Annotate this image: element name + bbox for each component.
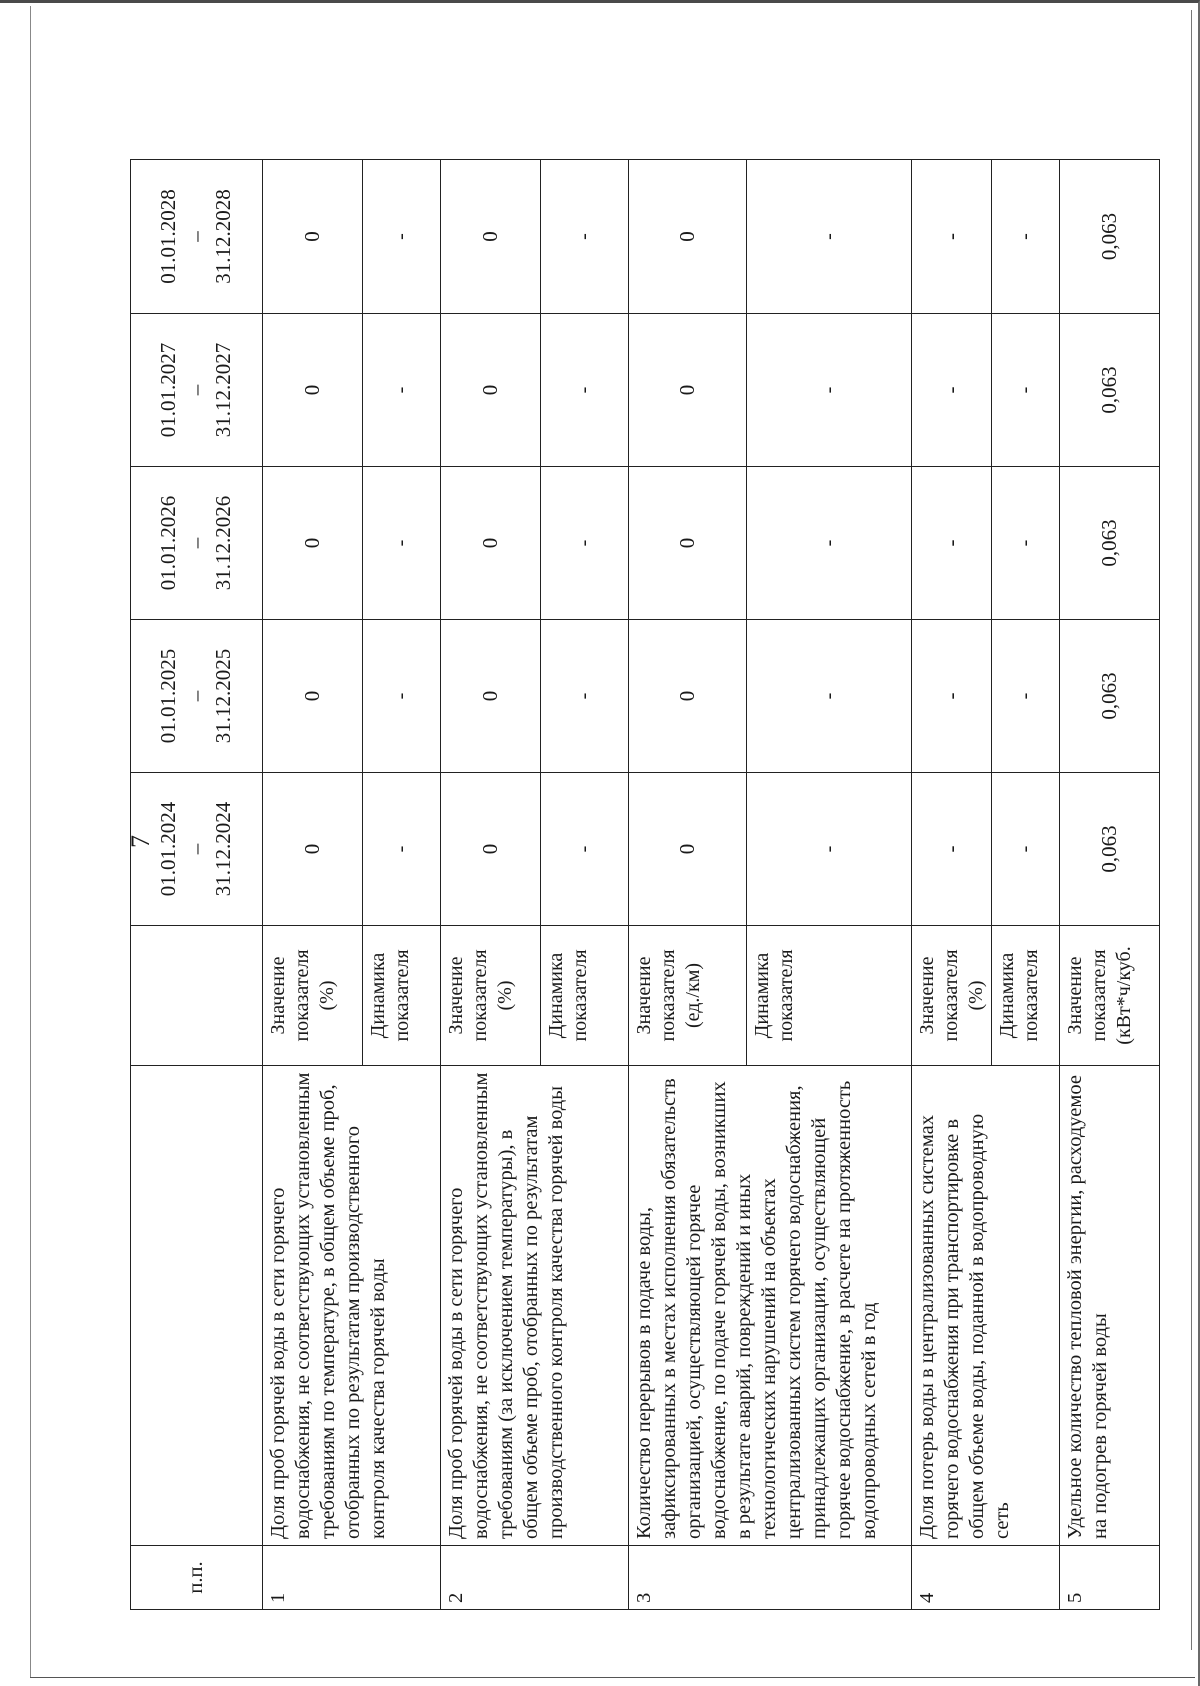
dynamics-cell: - [746, 620, 911, 773]
dynamics-cell: - [746, 314, 911, 467]
value-cell: 0 [262, 620, 362, 773]
page-number: 7 [126, 835, 155, 848]
table-row [262, 160, 362, 1610]
header-description [131, 1066, 263, 1546]
dynamics-cell: - [992, 773, 1060, 926]
dynamics-cell: - [992, 160, 1060, 314]
row-description: Доля проб горячей воды в сети горячего водоснабжения, не соответствующих установленным требованиям (за исключением температуры), в общем объеме проб, отобранных по результатам производственного контроля качества горячей воды [440, 1066, 628, 1546]
row-number: 3 [628, 1546, 911, 1610]
dynamics-cell: - [540, 314, 628, 467]
row-description: Удельное количество тепловой энергии, расходуемое на подогрев горячей воды [1060, 1066, 1160, 1546]
row-number: 5 [1060, 1546, 1160, 1610]
value-cell: 0 [440, 773, 540, 926]
period-start: 01.01.2027 [156, 342, 181, 438]
period-end: 31.12.2028 [211, 189, 236, 284]
period-sep: – [183, 843, 208, 855]
value-cell: - [911, 160, 991, 314]
value-cell: 0 [628, 773, 746, 926]
table-row [628, 160, 746, 1610]
value-cell: 0,063 [1060, 467, 1160, 620]
value-cell: 0 [440, 620, 540, 773]
dynamics-cell: - [992, 314, 1060, 467]
header-unit [131, 926, 263, 1066]
period-sep: – [183, 384, 208, 396]
dynamics-cell: - [540, 620, 628, 773]
value-cell: 0 [262, 773, 362, 926]
header-num: п.п. [131, 1546, 263, 1610]
dynamics-cell: - [746, 773, 911, 926]
row-dynamics-label: Динамика показателя [540, 926, 628, 1066]
period-end: 31.12.2026 [211, 495, 236, 591]
value-cell: 0,063 [1060, 620, 1160, 773]
table-header-row [131, 160, 263, 1610]
row-number: 1 [262, 1546, 440, 1610]
period-start: 01.01.2026 [156, 495, 181, 591]
header-period-2028 [131, 160, 263, 314]
indicators-table [130, 159, 1160, 1610]
value-cell: 0 [262, 467, 362, 620]
dynamics-cell: - [362, 314, 440, 467]
row-dynamics-label: Динамика показателя [992, 926, 1060, 1066]
value-cell: 0 [628, 467, 746, 620]
period-start: 01.01.2025 [156, 648, 181, 744]
value-cell: 0 [262, 160, 362, 314]
value-cell: 0 [440, 467, 540, 620]
period-start: 01.01.2028 [156, 189, 181, 284]
table-row [1060, 160, 1160, 1610]
value-cell: 0 [628, 314, 746, 467]
value-cell: 0 [628, 620, 746, 773]
value-cell: - [911, 314, 991, 467]
period-end: 31.12.2024 [211, 801, 236, 897]
row-description: Доля проб горячей воды в сети горячего водоснабжения, не соответствующих установленным требованиям по температуре, в общем объеме проб, отобранных по результатам производственного контроля качества горячей воды [262, 1066, 440, 1546]
period-start: 01.01.2024 [156, 801, 181, 897]
value-cell: 0 [440, 160, 540, 314]
value-cell: 0 [262, 314, 362, 467]
value-cell: - [911, 620, 991, 773]
row-value-label: Значение показателя (%) [911, 926, 991, 1066]
header-period-2027 [131, 314, 263, 467]
table-row [440, 160, 540, 1610]
dynamics-cell: - [362, 773, 440, 926]
row-number: 4 [911, 1546, 1059, 1610]
value-cell: 0,063 [1060, 314, 1160, 467]
value-cell: 0 [628, 160, 746, 314]
row-value-label: Значение показателя (кВт*ч/куб. [1060, 926, 1160, 1066]
value-cell: - [911, 773, 991, 926]
dynamics-cell: - [362, 160, 440, 314]
row-number: 2 [440, 1546, 628, 1610]
row-dynamics-label: Динамика показателя [362, 926, 440, 1066]
period-end: 31.12.2025 [211, 648, 236, 744]
row-description: Доля потерь воды в централизованных системах горячего водоснабжения при транспортировке в общем объеме воды, поданной в водопроводную сеть [911, 1066, 1059, 1546]
dynamics-cell: - [540, 467, 628, 620]
row-value-label: Значение показателя (%) [440, 926, 540, 1066]
dynamics-cell: - [540, 160, 628, 314]
header-period-2026 [131, 467, 263, 620]
dynamics-cell: - [992, 620, 1060, 773]
dynamics-cell: - [540, 773, 628, 926]
indicators-table-wrapper [130, 160, 1160, 1610]
period-sep: – [183, 231, 208, 242]
table-row [911, 160, 991, 1610]
header-period-2025 [131, 620, 263, 773]
period-sep: – [183, 690, 208, 702]
dynamics-cell: - [746, 160, 911, 314]
dynamics-cell: - [362, 620, 440, 773]
period-end: 31.12.2027 [211, 342, 236, 438]
dynamics-cell: - [746, 467, 911, 620]
row-description: Количество перерывов в подаче воды, зафиксированных в местах исполнения обязательств организацией, осуществляющей горячее водоснабжение, по подаче горячей воды, возникших в результате аварий, повреждений и иных технологических нарушений на объектах централизованных систем горячего водоснабжения, принадлежащих организации, осуществляющей горячее водоснабжение, в расчете на протяженность водопроводных сетей в год [628, 1066, 911, 1546]
row-value-label: Значение показателя (%) [262, 926, 362, 1066]
period-sep: – [183, 537, 208, 549]
dynamics-cell: - [992, 467, 1060, 620]
value-cell: 0,063 [1060, 773, 1160, 926]
value-cell: - [911, 467, 991, 620]
value-cell: 0 [440, 314, 540, 467]
header-period-2024 [131, 773, 263, 926]
value-cell: 0,063 [1060, 160, 1160, 314]
dynamics-cell: - [362, 467, 440, 620]
row-dynamics-label: Динамика показателя [746, 926, 911, 1066]
row-value-label: Значение показателя (ед./км) [628, 926, 746, 1066]
